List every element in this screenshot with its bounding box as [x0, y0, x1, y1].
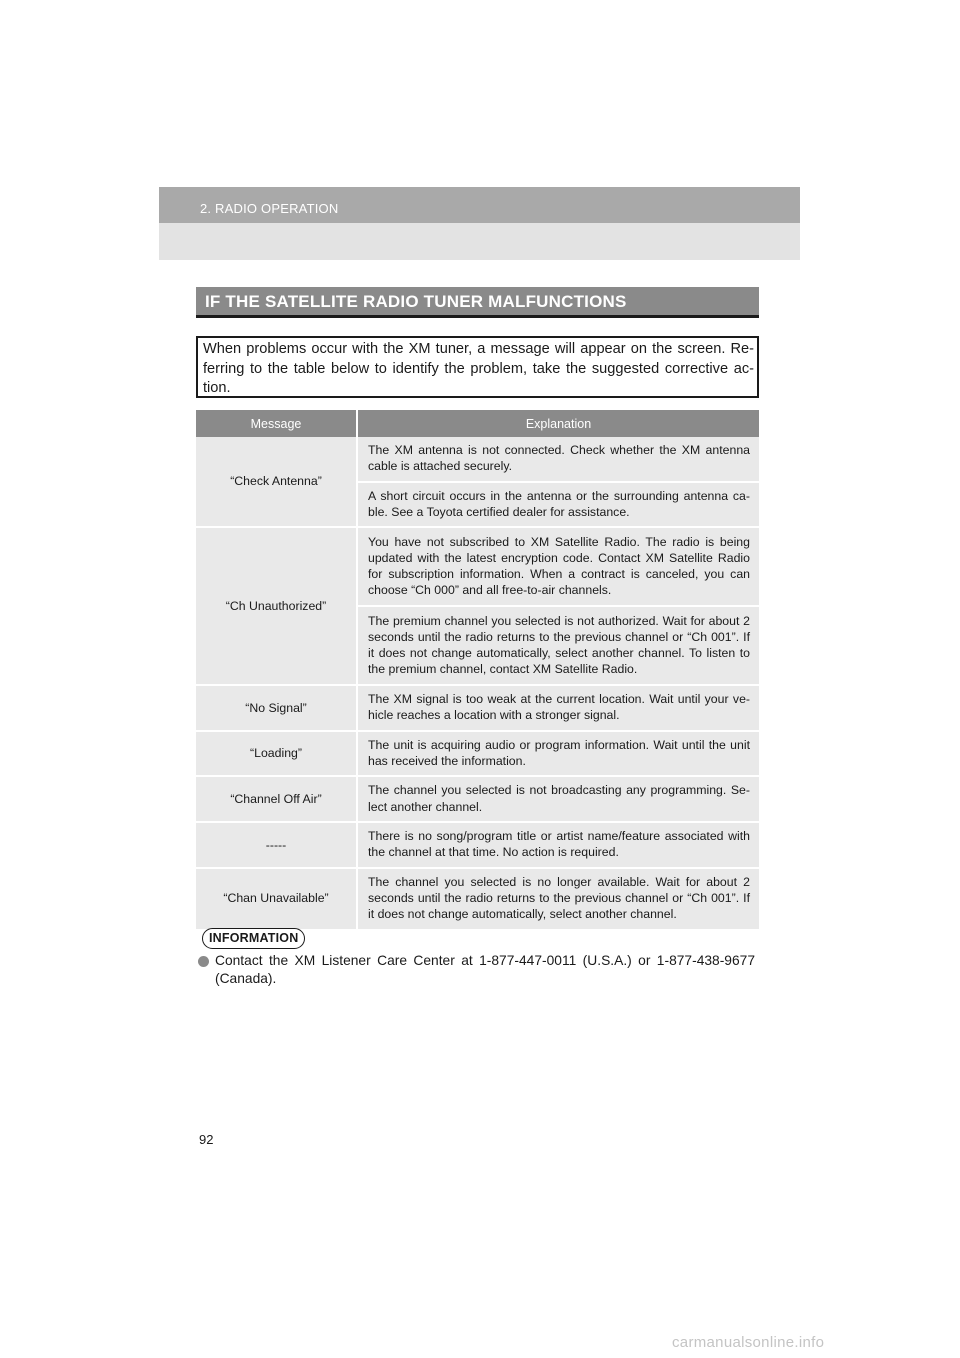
message-cell: “Loading” — [196, 731, 357, 777]
message-cell: “Check Antenna” — [196, 437, 357, 527]
message-cell: ----- — [196, 822, 357, 868]
information-text: Contact the XM Listener Care Center at 1-877-447-0011 (U.S.A.) or 1-877-438-9677 (Canada). — [215, 953, 755, 986]
explanation-cell: The premium channel you selected is not authorized. Wait for about 2 seconds until the radio returns to the previous channel or “Ch 001”. If it does not change automatically, select another channel. To listen to the premium channel, contact XM Satellite Radio. — [357, 606, 759, 685]
explanation-cell: You have not subscribed to XM Satellite Radio. The radio is being updated with the latest encryption code. Contact XM Satellite Radio for subscription information. When a contract is canceled, you can choose “Ch 000” and all free-to-air channels. — [357, 527, 759, 606]
page-number: 92 — [199, 1132, 214, 1147]
message-cell: “Ch Unauthorized” — [196, 527, 357, 685]
section-title-bar — [196, 287, 759, 318]
table-row — [196, 685, 759, 731]
table-row — [196, 527, 759, 606]
message-cell: “No Signal” — [196, 685, 357, 731]
table-row — [196, 731, 759, 777]
explanation-cell: The XM signal is too weak at the current location. Wait until your ve-hicle reaches a location with a stronger signal. — [357, 685, 759, 731]
table-header-row — [196, 410, 759, 437]
header-band — [159, 187, 800, 223]
table-row — [196, 868, 759, 930]
table-row — [196, 776, 759, 822]
explanation-cell: A short circuit occurs in the antenna or the surrounding antenna ca-ble. See a Toyota certified dealer for assistance. — [357, 482, 759, 528]
message-cell: “Chan Unavailable” — [196, 868, 357, 930]
table-row — [196, 437, 759, 482]
section-title: IF THE SATELLITE RADIO TUNER MALFUNCTIONS — [205, 292, 627, 311]
message-table — [196, 410, 759, 931]
explanation-cell: The channel you selected is no longer available. Wait for about 2 seconds until the radio returns to the previous channel or “Ch 001”. If it does not change automatically, select another channel. — [357, 868, 759, 930]
column-header-message: Message — [196, 410, 357, 437]
intro-box — [196, 336, 759, 398]
watermark: carmanualsonline.info — [672, 1334, 825, 1351]
bullet-icon — [198, 956, 209, 967]
explanation-cell: The channel you selected is not broadcasting any programming. Se-lect another channel. — [357, 776, 759, 822]
column-header-explanation: Explanation — [357, 410, 759, 437]
intro-text: When problems occur with the XM tuner, a message will appear on the screen. Re-ferring to the table below to identify the problem, take the suggested corrective ac-tion. — [203, 341, 754, 396]
header-band-lower — [159, 223, 800, 260]
explanation-cell: The unit is acquiring audio or program information. Wait until the unit has received the information. — [357, 731, 759, 777]
section-label: 2. RADIO OPERATION — [200, 201, 339, 216]
message-cell: “Channel Off Air” — [196, 776, 357, 822]
explanation-cell: There is no song/program title or artist name/feature associated with the channel at that time. No action is required. — [357, 822, 759, 868]
table-row — [196, 822, 759, 868]
information-badge: INFORMATION — [202, 928, 305, 949]
explanation-cell: The XM antenna is not connected. Check whether the XM antenna cable is attached securely. — [357, 437, 759, 482]
